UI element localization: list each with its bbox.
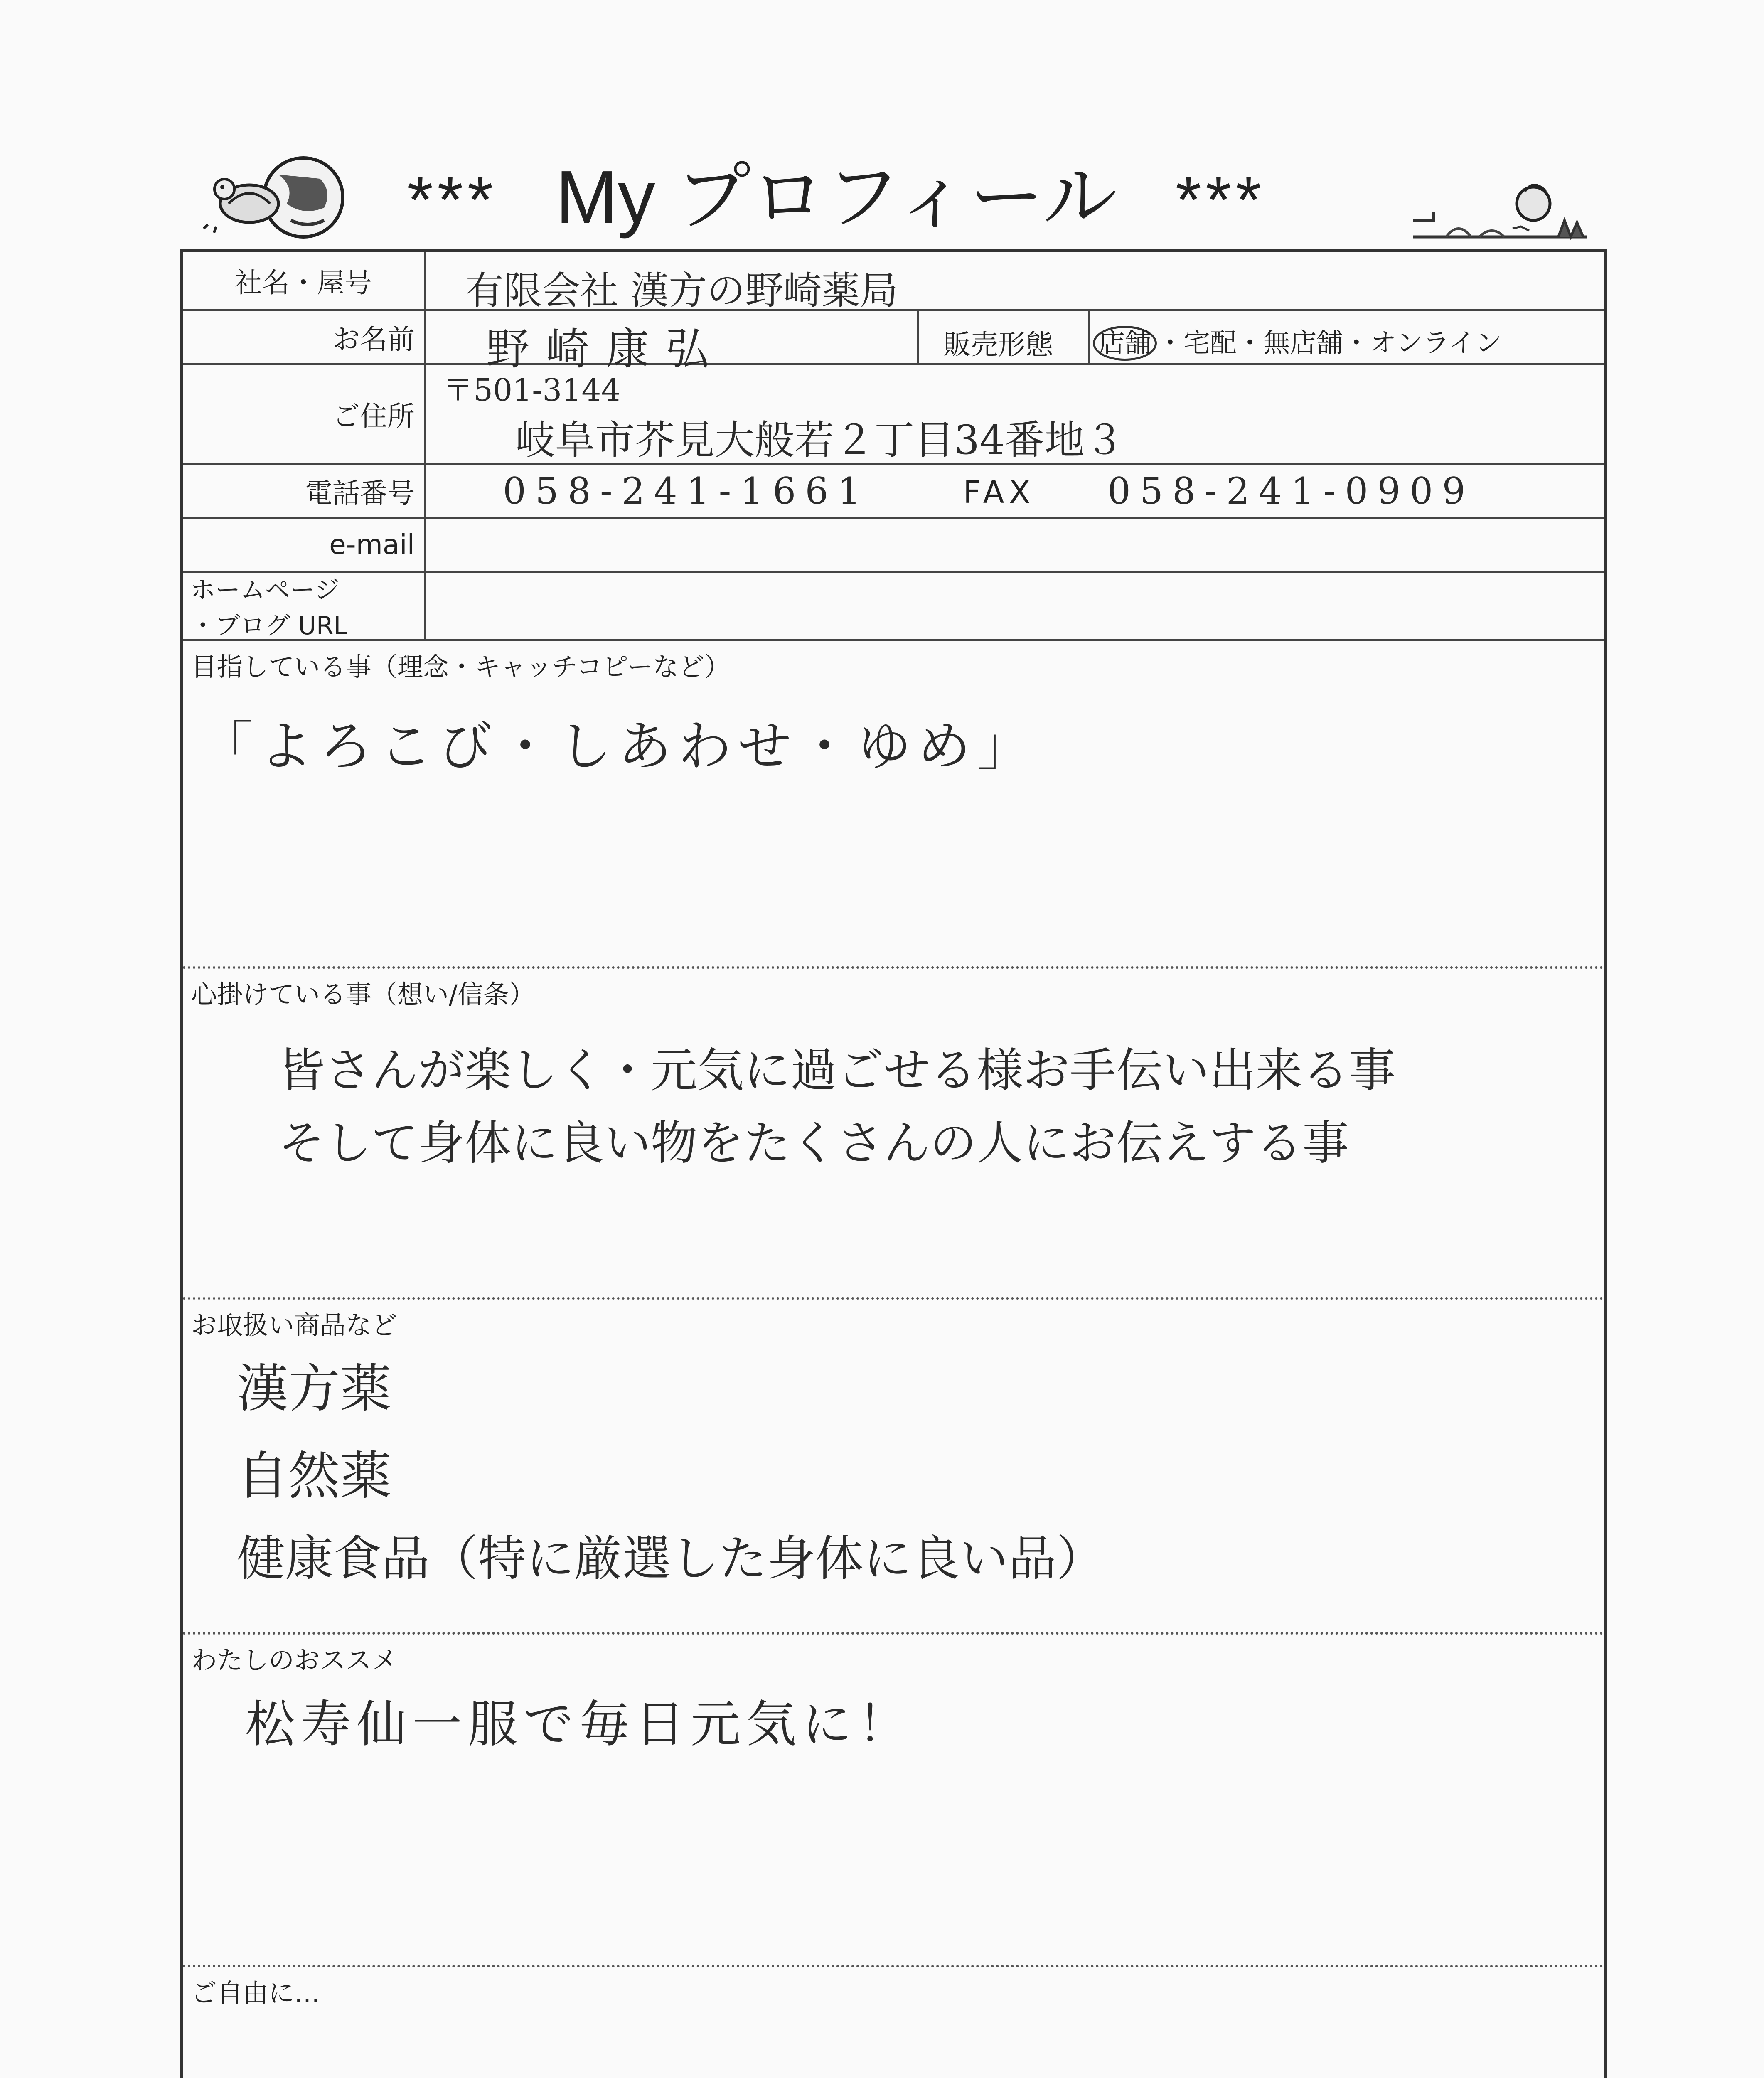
sales-type-options[interactable]: 店舗 ・宅配・無店舗・オンライン — [1093, 322, 1502, 360]
free-section — [183, 1967, 1604, 2078]
goal-text[interactable]: 「よろこび・しあわせ・ゆめ」 — [199, 716, 1038, 778]
company-label: 社名・屋号 — [183, 252, 426, 309]
phone-row — [183, 465, 1604, 519]
title-stars-left: *** — [407, 162, 497, 237]
goal-label: 目指している事（理念・キャッチコピーなど） — [191, 652, 731, 682]
recommend-section — [183, 1635, 1604, 1965]
sales-option-store[interactable]: 店舗 — [1093, 326, 1157, 361]
products-label: お取扱い商品など — [191, 1310, 398, 1340]
products-section — [183, 1300, 1604, 1632]
phone-label: 電話番号 — [183, 465, 426, 517]
profile-form — [180, 249, 1607, 2078]
name-label: お名前 — [183, 311, 426, 363]
recommend-text[interactable]: 松寿仙一服で毎日元気に！ — [245, 1696, 913, 1753]
belief-label: 心掛けている事（想い/信条） — [191, 979, 535, 1009]
page-title — [407, 137, 1405, 239]
product-line-3[interactable]: 健康食品（特に厳選した身体に良い品） — [237, 1531, 1105, 1587]
sales-type-label: 販売形態 — [943, 329, 1053, 361]
goal-section — [183, 641, 1604, 966]
homepage-row — [183, 573, 1604, 641]
address-value[interactable]: 岐阜市芥見大般若２丁目34番地３ — [515, 417, 1125, 463]
belief-section — [183, 969, 1604, 1297]
belief-line-1[interactable]: 皆さんが楽しく・元気に過ごせる様お手伝い出来る事 — [278, 1044, 1395, 1098]
company-value[interactable]: 有限会社 漢方の野崎薬局 — [465, 268, 898, 313]
fax-value[interactable]: 058-241-0909 — [1107, 470, 1475, 512]
sales-option-delivery[interactable]: 宅配 — [1183, 328, 1237, 359]
title-text: My プロフィール — [555, 155, 1117, 239]
homepage-label: ホームページ ・ブログ URL — [183, 573, 426, 639]
grass-landscape-icon — [1409, 175, 1592, 245]
fax-label: FAX — [963, 475, 1036, 510]
name-value[interactable]: 野崎康弘 — [486, 324, 726, 374]
title-stars-right: *** — [1175, 162, 1266, 237]
postal-code[interactable]: 〒501-3144 — [443, 372, 621, 408]
sales-option-online[interactable]: オンライン — [1370, 328, 1502, 359]
product-line-1[interactable]: 漢方薬 — [237, 1359, 392, 1419]
address-row — [183, 365, 1604, 465]
name-row — [183, 311, 1604, 374]
belief-line-2[interactable]: そして身体に良い物をたくさんの人にお伝えする事 — [278, 1116, 1349, 1170]
address-label: ご住所 — [183, 365, 426, 463]
email-row — [183, 519, 1604, 573]
phone-value[interactable]: 058-241-1661 — [503, 470, 870, 512]
company-row — [183, 252, 1604, 311]
turtle-globe-icon — [199, 150, 349, 245]
email-label: e-mail — [183, 519, 426, 571]
product-line-2[interactable]: 自然薬 — [237, 1446, 392, 1506]
sales-option-nostore[interactable]: 無店舗 — [1263, 328, 1343, 359]
recommend-label: わたしのおススメ — [191, 1645, 398, 1675]
free-label: ご自由に… — [191, 1978, 320, 2008]
